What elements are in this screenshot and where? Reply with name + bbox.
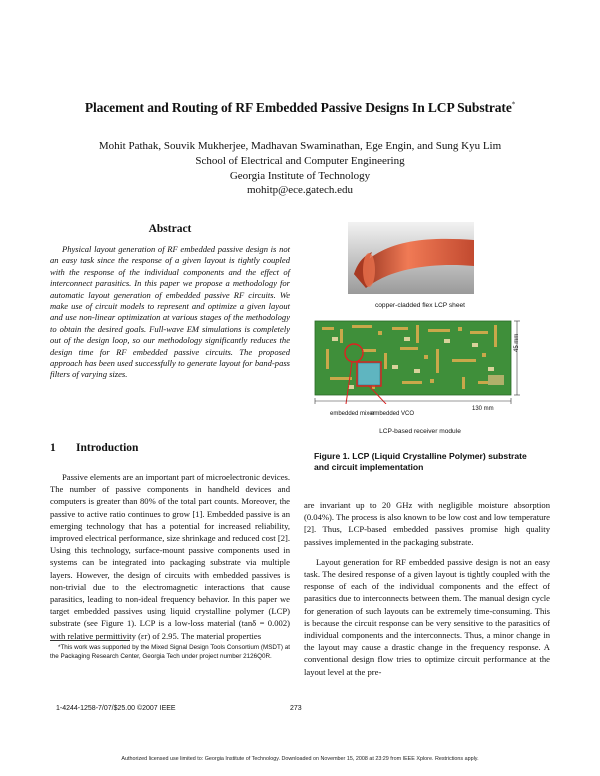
university: Georgia Institute of Technology (229, 170, 371, 182)
embedded-vco-label: embedded VCO (371, 411, 415, 417)
board-height-dimension: 45 mm (514, 333, 520, 352)
abstract-text: Physical layout generation of RF embedded passive design is not an easy task since the response of a given layout is tightly coupled with the response of the individual components and the effect of interconnect parasitics. In this paper we propose a methodology for automatic layout generation of embedded passive RF circuits. We make use of circuit models to represent and optimize a given layout and use non-linear optimization at various stages of the methodology to obtain the desired goals. Full-wave EM simulations is completely out of the design loop, so our methodology significantly reduces the design time for RF embedded passive circuits. The proposed approach has been used successfully to generate layout for band-pass filters of varying sizes. (50, 244, 290, 380)
page-number: 273 (290, 705, 302, 712)
author-email: mohitp@ece.gatech.edu (246, 184, 354, 196)
board-width-dimension: 130 mm (472, 406, 494, 412)
right-paragraph-1: are invariant up to 20 GHz with negligible moisture absorption (0.04%). The process is also known to be low cost and low temperature [2]. Thus, LCP-based embedded passives promise high quality passives implemented in the packaging substrate. (304, 500, 550, 547)
license-notice: Authorized licensed use limited to: Georgia Institute of Technology. Downloaded on November 15, 2008 at 23:29 from IEEE Xplore. Restrictions apply. (121, 756, 479, 762)
author-list: Mohit Pathak, Souvik Mukherjee, Madhavan Swaminathan, Ege Engin, and Sung Kyu Lim (98, 140, 502, 152)
flex-sheet-caption: copper-cladded flex LCP sheet (374, 302, 466, 309)
embedded-mixer-label: embedded mixer (330, 411, 375, 417)
section-number: 1 (50, 442, 56, 454)
abstract-heading: Abstract (148, 223, 192, 235)
title-footnote-mark: * (511, 100, 516, 109)
footer-isbn: 1-4244-1258-7/07/$25.00 ©2007 IEEE (56, 705, 176, 712)
affiliation: School of Electrical and Computer Engineering (195, 155, 405, 167)
receiver-module-board-image (312, 319, 528, 404)
flex-lcp-sheet-image (348, 222, 474, 294)
figure-1-caption: Figure 1. LCP (Liquid Crystalline Polymer) substrate and circuit implementation (314, 451, 527, 472)
section-title: Introduction (76, 442, 139, 454)
footnote-text: *This work was supported by the Mixed Signal Design Tools Consortium (MSDT) at the Packaging Research Center, Georgia Tech under project number 2126Q0R. (50, 644, 290, 660)
right-column-text (304, 499, 550, 678)
section-heading-introduction (50, 442, 138, 454)
introduction-text: Passive elements are an important part of microelectronic devices. The number of passive components in handheld devices and computers is greater than 80% of the total part counts. Moreover, the passive to active ratio continues to grow [1]. Embedded passive is an emerging technology that has a potential for increased reliability, improved electrical performance, size shrinkage and reduced cost [2]. Using this technology, surface-mount passive components used in systems can be integrated into packaging substrate via multiple layers. However, the design of circuits with embedded passives is non-trivial due to the electromagnetic interactions that cause parasitics, leading to non-ideal frequency behavior. In this paper we target embedded passives using liquid crystalline polymer (LCP) substrate (see Figure 1). LCP is a low-loss material (tanδ = 0.002) with relative permittivity (εr) of 2.95. The material properties (50, 472, 290, 641)
right-paragraph-2: Layout generation for RF embedded passive design is not an easy task. The desired response of a given layout is tightly coupled with the response of each of the individual components and the effect of parasitics due to interconnects between them. The manual design cycle for generation of such layouts can be extremely time-consuming. This is because the circuit response can be very sensitive to the parasitics of individual components and the interconnects. Thus, a minor change in the layout may cause a drastic change in the frequency response. A conventional design flow tries to optimize circuit performance at the layout level at the pre- (304, 556, 550, 677)
footnote-divider (50, 640, 130, 641)
receiver-module-caption: LCP-based receiver module (379, 428, 461, 435)
title-text: Placement and Routing of RF Embedded Passive Designs In LCP Substrate (84, 100, 512, 115)
paper-title (0, 100, 600, 116)
